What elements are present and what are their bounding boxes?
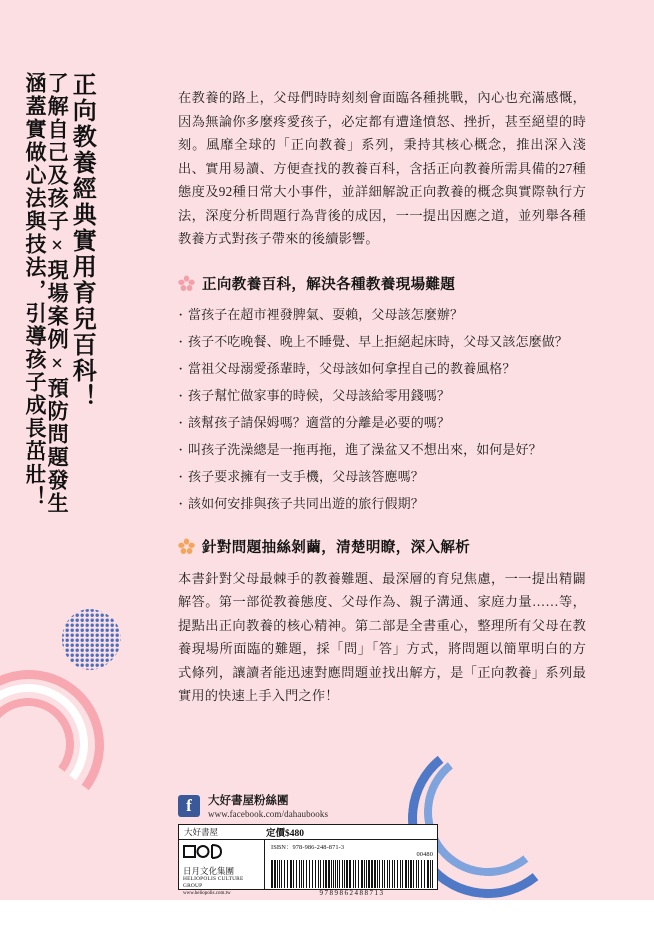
barcode-number: 9789862488713 <box>319 889 385 897</box>
logo-name-cn: 日月文化集團 <box>183 865 235 876</box>
intro-paragraph: 在教養的路上，父母們時時刻刻會面臨各種挑戰，內心也充滿感慨，因為無論你多麼疼愛孩子，必定都有遭逢憤怒、挫折，甚至絕望的時刻。風靡全球的「正向教養」系列，秉持其核心概念，推出深入淺出、實用易讀、方便查找的教養百科，含括正向教養所需具備的27種態度及92種日常大小事件，並詳細解說正向教養的概念與實際執行方法，深度分析問題行為背後的成因，一一提出因應之道，並列舉各種教養方式對孩子帶來的後續影響。 <box>178 90 586 246</box>
list-item: · 叫孩子洗澡總是一拖再拖，進了澡盆又不想出來，如何是好？ <box>178 439 586 460</box>
question-list <box>178 304 586 514</box>
facebook-link[interactable] <box>178 792 328 819</box>
facebook-text <box>208 792 328 819</box>
back-cover-copy <box>178 86 586 722</box>
flower-icon <box>178 275 195 292</box>
section-2-paragraph: 本書針對父母最棘手的教養難題、最深層的育兒焦慮，一一提出精闢解答。第一部從教養態度、父母作為、親子溝通、家庭力量……等，提點出正向教養的核心精神。第二部是全書重心，整理所有父母在教養現場所面臨的難題，採「問」「答」方式，將問題以簡單明白的方式條列，讓讀者能迅速對應問題並找出解方，是「正向教養」系列最實用的快速上手入門之作！ <box>178 570 586 704</box>
publisher-logo <box>179 840 265 897</box>
section-2-heading <box>178 536 586 557</box>
isbn-price-code: 00480 <box>416 851 433 858</box>
list-item: · 孩子要求擁有一支手機，父母該答應嗎？ <box>178 466 586 487</box>
barcode-top-row <box>179 825 437 840</box>
vertical-title-line3: 涵蓋實做心法與技法，引導孩子成長茁壯！ <box>23 72 48 509</box>
barcode-block <box>178 824 438 897</box>
price-label: 定價$480 <box>266 829 305 839</box>
vertical-title-block <box>24 72 164 632</box>
barcode-bars <box>271 860 433 888</box>
list-item: · 該幫孩子請保姆嗎？適當的分離是必要的嗎？ <box>178 412 586 433</box>
facebook-page-name: 大好書屋粉絲團 <box>208 795 289 807</box>
decorative-pink-arcs <box>0 670 144 860</box>
list-item: · 當孩子在超市裡發脾氣、耍賴，父母該怎麼辦？ <box>178 304 586 325</box>
vertical-title-line1: 正向教養經典實用育兒百科！ <box>68 72 95 410</box>
logo-name-en: HELIOPOLIS CULTURE GROUP <box>183 876 244 889</box>
logo-website: www.heliopolis.com.tw <box>183 891 231 897</box>
section-1-title: 正向教養百科，解決各種教養現場難題 <box>202 276 456 293</box>
facebook-page-url: www.facebook.com/dahaubooks <box>208 809 329 819</box>
list-item: · 孩子幫忙做家事的時候，父母該給零用錢嗎？ <box>178 385 586 406</box>
publisher-label: 大好書屋 <box>184 827 219 837</box>
barcode-right <box>265 840 437 897</box>
facebook-icon: f <box>178 795 200 817</box>
logo-mark <box>183 843 260 865</box>
isbn-label: ISBN：978-986-248-871-3 <box>271 844 345 851</box>
flower-icon <box>178 538 195 555</box>
section-2-title: 針對問題抽絲剝繭，清楚明瞭，深入解析 <box>202 539 471 556</box>
list-item: · 當祖父母溺愛孫輩時，父母該如何拿捏自己的教養風格？ <box>178 358 586 379</box>
vertical-title-line2: 了解自己及孩子×現場案例×預防問題發生 <box>45 72 70 515</box>
list-item: · 孩子不吃晚餐、晚上不睡覺、早上拒絕起床時，父母又該怎麼做？ <box>178 331 586 352</box>
list-item: · 該如何安排與孩子共同出遊的旅行假期？ <box>178 493 586 514</box>
section-1-heading <box>178 273 586 294</box>
